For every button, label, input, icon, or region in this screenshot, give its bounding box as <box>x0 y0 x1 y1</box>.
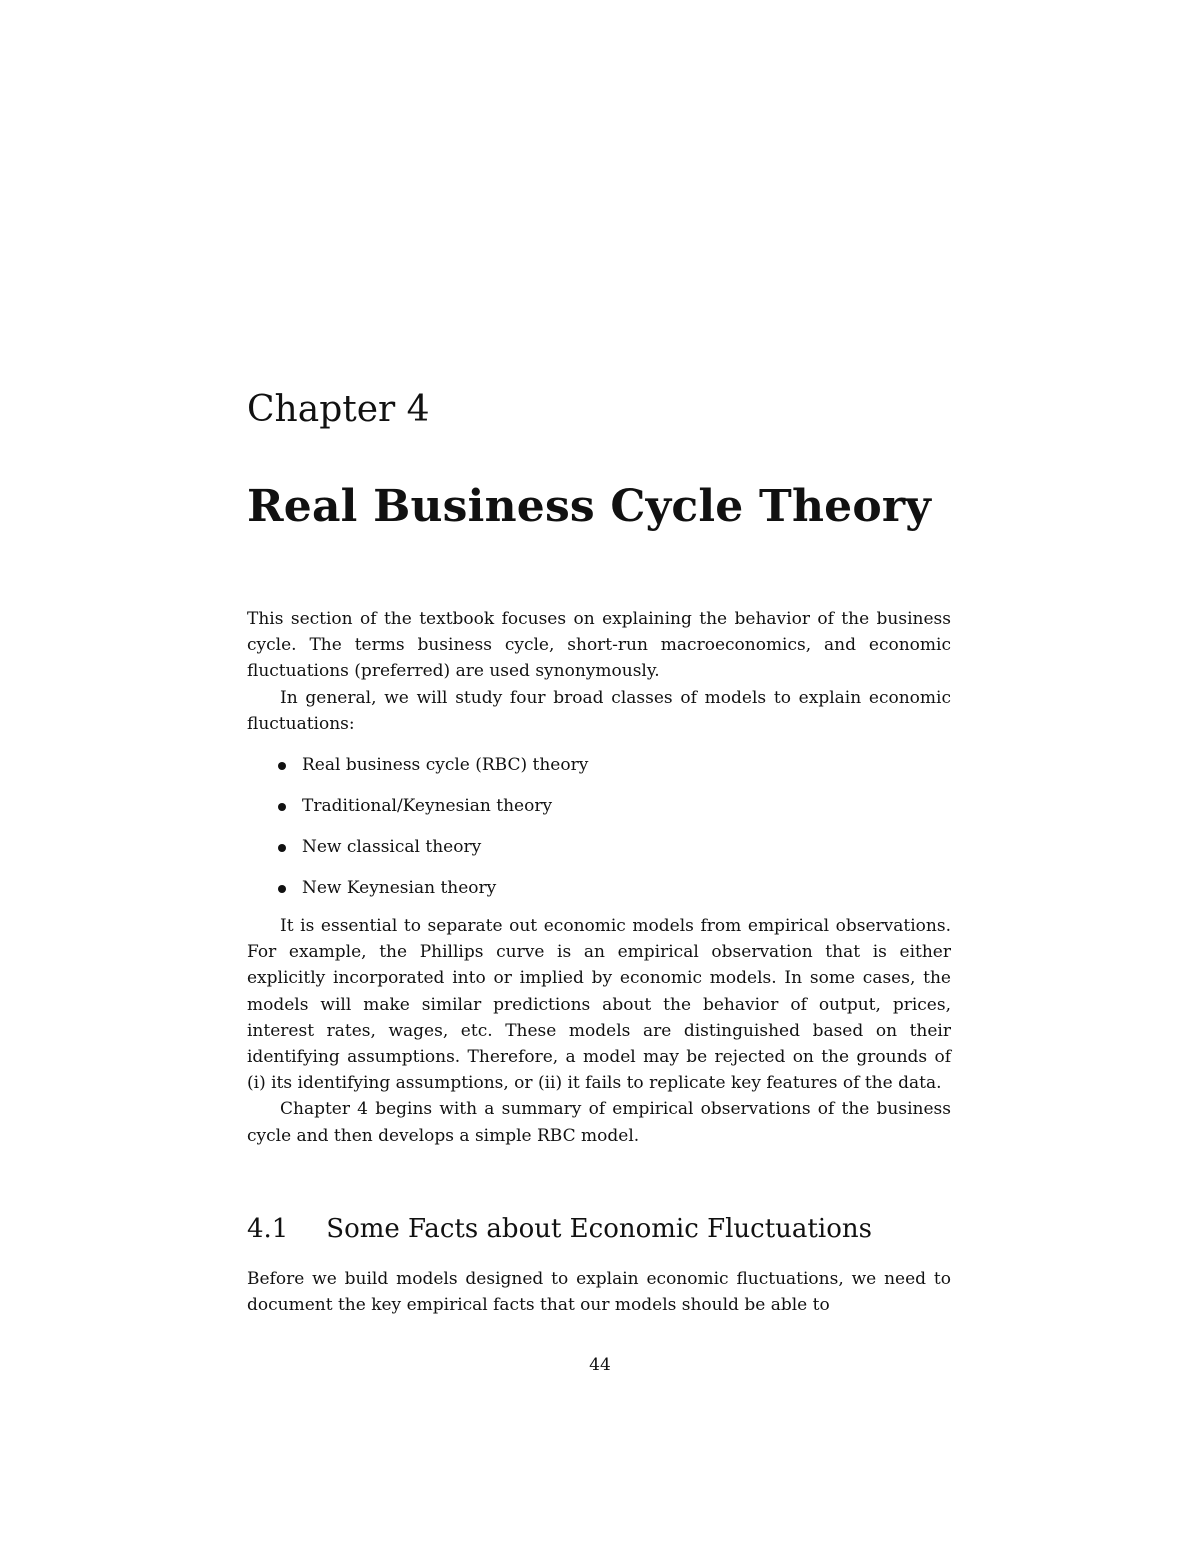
intro-paragraph-2: In general, we will study four broad classes of models to explain economic fluctuations: <box>247 687 951 734</box>
section-number: 4.1 <box>247 1214 289 1244</box>
list-item <box>278 875 948 916</box>
discussion-paragraph-1: It is essential to separate out economic models from empirical observations. For example, the Phillips curve is an empirical observation that is either explicitly incorporated into or implied by economic models. In some cases, the models will make similar predictions about the behavior of output, prices, interest rates, wages, etc. These models are distinguished based on their identifying assumptions. Therefore, a model may be rejected on the grounds of (i) its identifying assumptions, or (ii) it fails to replicate key features of the data. <box>247 916 951 1094</box>
list-item <box>278 834 948 875</box>
intro-paragraph-1: This section of the textbook focuses on explaining the behavior of the business cycle. The terms business cycle, short-run macroeconomics, and economic fluctuations (preferred) are used synonymously. <box>247 609 951 682</box>
intro-text <box>247 606 951 737</box>
section-paragraph-1: Before we build models designed to explain economic fluctuations, we need to document the key empirical facts that our models should be able to <box>247 1269 951 1316</box>
list-item-text: New Keynesian theory <box>302 878 497 898</box>
list-item <box>278 793 948 834</box>
chapter-label: Chapter 4 <box>247 389 430 430</box>
model-class-list <box>278 752 948 916</box>
section-text <box>247 1266 951 1318</box>
list-item-text: Traditional/Keynesian theory <box>302 796 553 816</box>
chapter-title: Real Business Cycle Theory <box>247 481 932 532</box>
list-item <box>278 752 948 793</box>
list-item-text: New classical theory <box>302 837 482 857</box>
discussion-text <box>247 913 951 1149</box>
bullet-icon <box>278 844 286 852</box>
list-item-text: Real business cycle (RBC) theory <box>302 755 589 775</box>
discussion-paragraph-2: Chapter 4 begins with a summary of empirical observations of the business cycle and then develops a simple RBC model. <box>247 1099 951 1146</box>
page-number: 44 <box>589 1355 611 1375</box>
section-title: Some Facts about Economic Fluctuations <box>326 1214 872 1244</box>
bullet-icon <box>278 803 286 811</box>
section-heading <box>247 1211 872 1247</box>
bullet-icon <box>278 762 286 770</box>
bullet-icon <box>278 885 286 893</box>
